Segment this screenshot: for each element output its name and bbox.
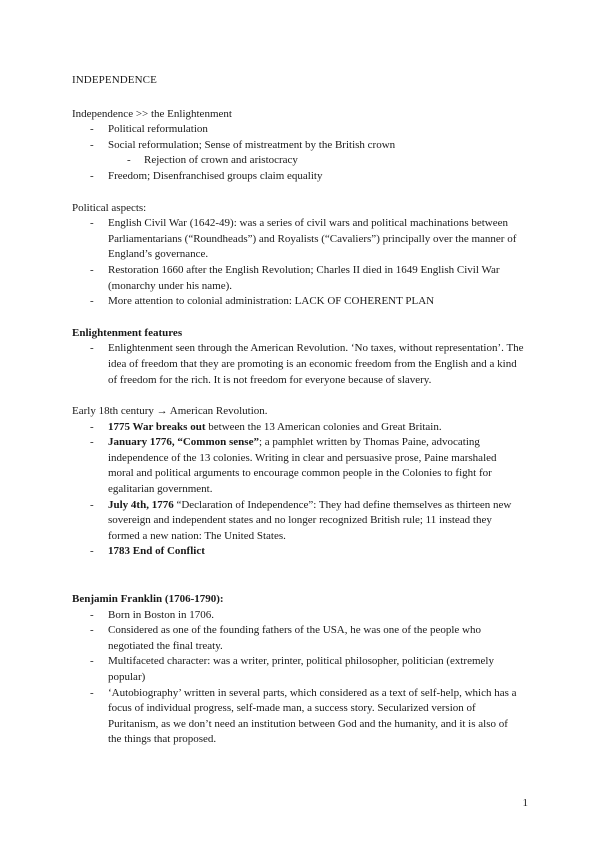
list-item: - January 1776, “Common sense”; a pamphlet written by Thomas Paine, advocating independence of the 13 colonies. Writing in clear and persuasive prose, Paine marshaled moral and political arguments to encourage common people in the Colonies to fight for egalitarian government. — [72, 435, 524, 497]
list-item: - Multifaceted character: was a writer, printer, political philosopher, politician (extremely popular) — [72, 654, 524, 685]
list-item: - Political reformulation — [72, 122, 524, 138]
section2-list — [72, 216, 524, 310]
list-item: - Enlightenment seen through the American Revolution. ‘No taxes, without representation’. The idea of freedom that they are promoting is an economic freedom from the English and a kind of freedom for the rich. It is not freedom for everyone because of slavery. — [72, 341, 524, 388]
list-item: - 1775 War breaks out between the 13 American colonies and Great Britain. — [72, 420, 524, 436]
section2-heading: Political aspects: — [72, 201, 147, 214]
document-title: INDEPENDENCE — [72, 74, 157, 86]
list-item: - July 4th, 1776 “Declaration of Independence”: They had define themselves as thirteen new sovereign and independent states and no longer recognized British rule; 11 instead they formed a new nation: The United States. — [72, 498, 524, 545]
list-item: - ‘Autobiography’ written in several parts, which considered as a text of self-help, which has a focus of individual progress, self-made man, a success story. Secularized version of Puritanism, as we don’t need an institution between God and the humanity, and it is also of the things that proposed. — [72, 686, 524, 748]
section1-list — [72, 122, 524, 184]
section5-heading: Benjamin Franklin (1706-1790): — [72, 593, 224, 606]
list-item: - Born in Boston in 1706. — [72, 608, 524, 624]
list-item: - Restoration 1660 after the English Revolution; Charles II died in 1649 English Civil War (monarchy under his name). — [72, 263, 524, 294]
section1-heading: Independence >> the Enlightenment — [72, 107, 232, 120]
section3-heading: Enlightenment features — [72, 326, 183, 339]
section4-heading: Early 18th century → American Revolution. — [72, 405, 268, 418]
list-item: - Considered as one of the founding fathers of the USA, he was one of the people who negotiated the final treaty. — [72, 623, 524, 654]
section4-list — [72, 420, 524, 560]
list-item: - Social reformulation; Sense of mistreatment by the British crown — [72, 138, 524, 154]
list-item: - 1783 End of Conflict — [72, 544, 524, 560]
section5-list — [72, 608, 524, 748]
section3-list — [72, 341, 524, 388]
document-page — [72, 73, 524, 748]
list-item: - English Civil War (1642-49): was a series of civil wars and political machinations between Parliamentarians (“Roundheads”) and Royalists (“Cavaliers”) principally over the manner of England’s governance. — [72, 216, 524, 263]
list-item: - More attention to colonial administration: LACK OF COHERENT PLAN — [72, 294, 524, 310]
page-number: 1 — [522, 797, 528, 809]
sub-list-item: - Rejection of crown and aristocracy — [72, 153, 524, 169]
list-item: - Freedom; Disenfranchised groups claim equality — [72, 169, 524, 185]
